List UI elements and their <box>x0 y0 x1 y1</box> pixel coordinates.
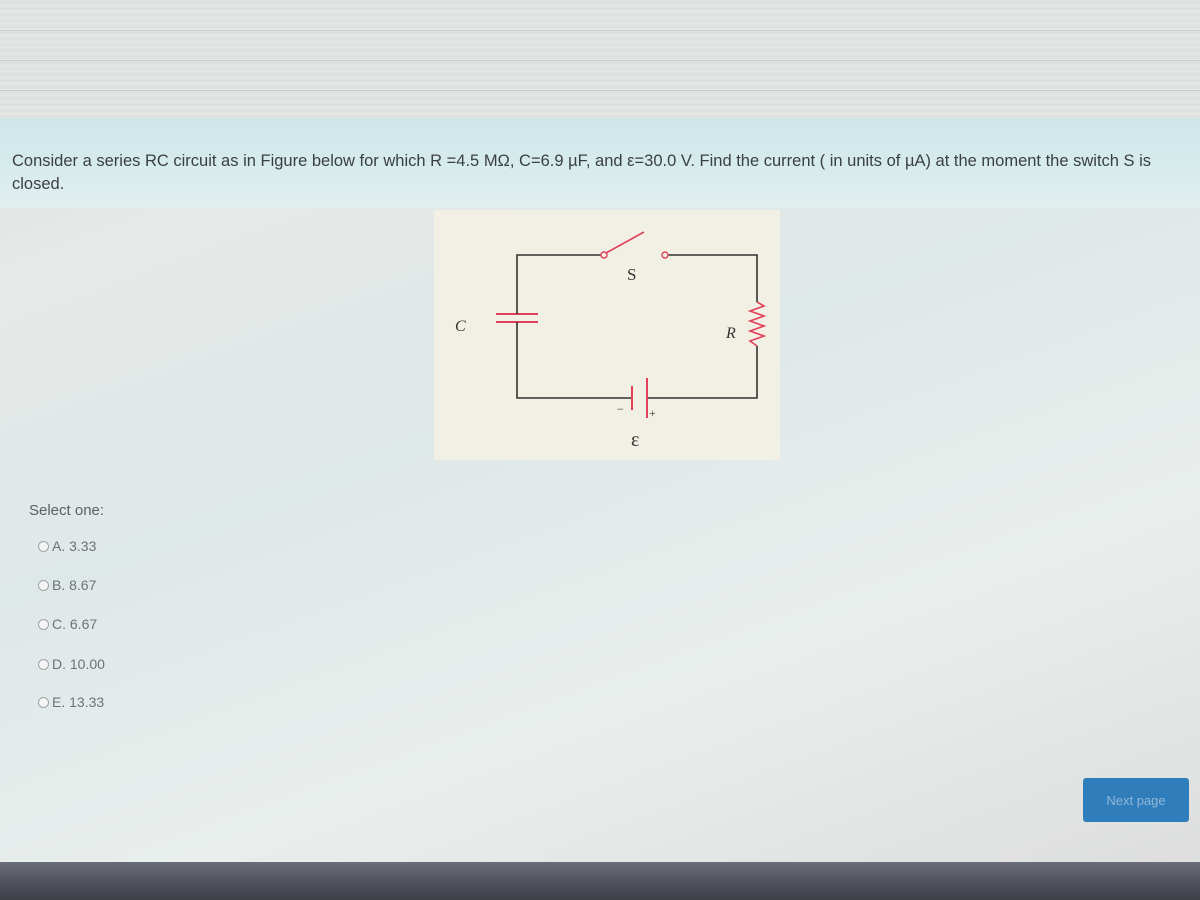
resistor-zigzag <box>750 302 764 346</box>
radio-button[interactable] <box>38 580 49 591</box>
wire-left <box>517 332 632 398</box>
circuit-figure <box>434 210 780 460</box>
divider <box>0 60 1200 61</box>
option-label: B. 8.67 <box>52 577 97 593</box>
wire-top-right <box>668 255 757 302</box>
wire-right <box>647 346 757 398</box>
divider <box>0 90 1200 91</box>
switch-label: S <box>627 265 637 284</box>
resistor-label: R <box>726 325 736 342</box>
answer-option-c[interactable] <box>38 614 97 634</box>
bottom-bar <box>0 862 1200 900</box>
question-text: Consider a series RC circuit as in Figure below for which R =4.5 MΩ, C=6.9 µF, and ε=30.0 V. Find the current ( in units of µA) at the moment the switch S is closed. <box>12 152 1152 193</box>
answer-option-d[interactable] <box>38 654 105 674</box>
capacitor-label: C <box>455 318 466 335</box>
answer-option-b[interactable] <box>38 575 96 595</box>
wire-top-left <box>517 255 601 304</box>
radio-button[interactable] <box>38 619 49 630</box>
battery-plus-label: + <box>649 406 656 420</box>
divider <box>0 30 1200 31</box>
answer-option-a[interactable] <box>38 536 96 556</box>
rc-circuit-diagram <box>434 210 780 460</box>
battery-minus-label: − <box>617 402 624 416</box>
radio-button[interactable] <box>38 541 49 552</box>
option-label: A. 3.33 <box>52 538 97 554</box>
radio-button[interactable] <box>38 697 49 708</box>
next-page-button[interactable]: Next page <box>1083 778 1189 822</box>
switch-terminal-right <box>662 252 668 258</box>
radio-button[interactable] <box>38 659 49 670</box>
emf-label: ε <box>631 429 640 451</box>
answer-option-e[interactable] <box>38 692 104 712</box>
option-label: D. 10.00 <box>52 656 105 672</box>
select-one-label: Select one: <box>29 502 105 519</box>
switch-blade <box>606 232 644 253</box>
page-header-strip <box>0 0 1200 118</box>
option-label: E. 13.33 <box>52 694 105 710</box>
option-label: C. 6.67 <box>52 616 98 632</box>
